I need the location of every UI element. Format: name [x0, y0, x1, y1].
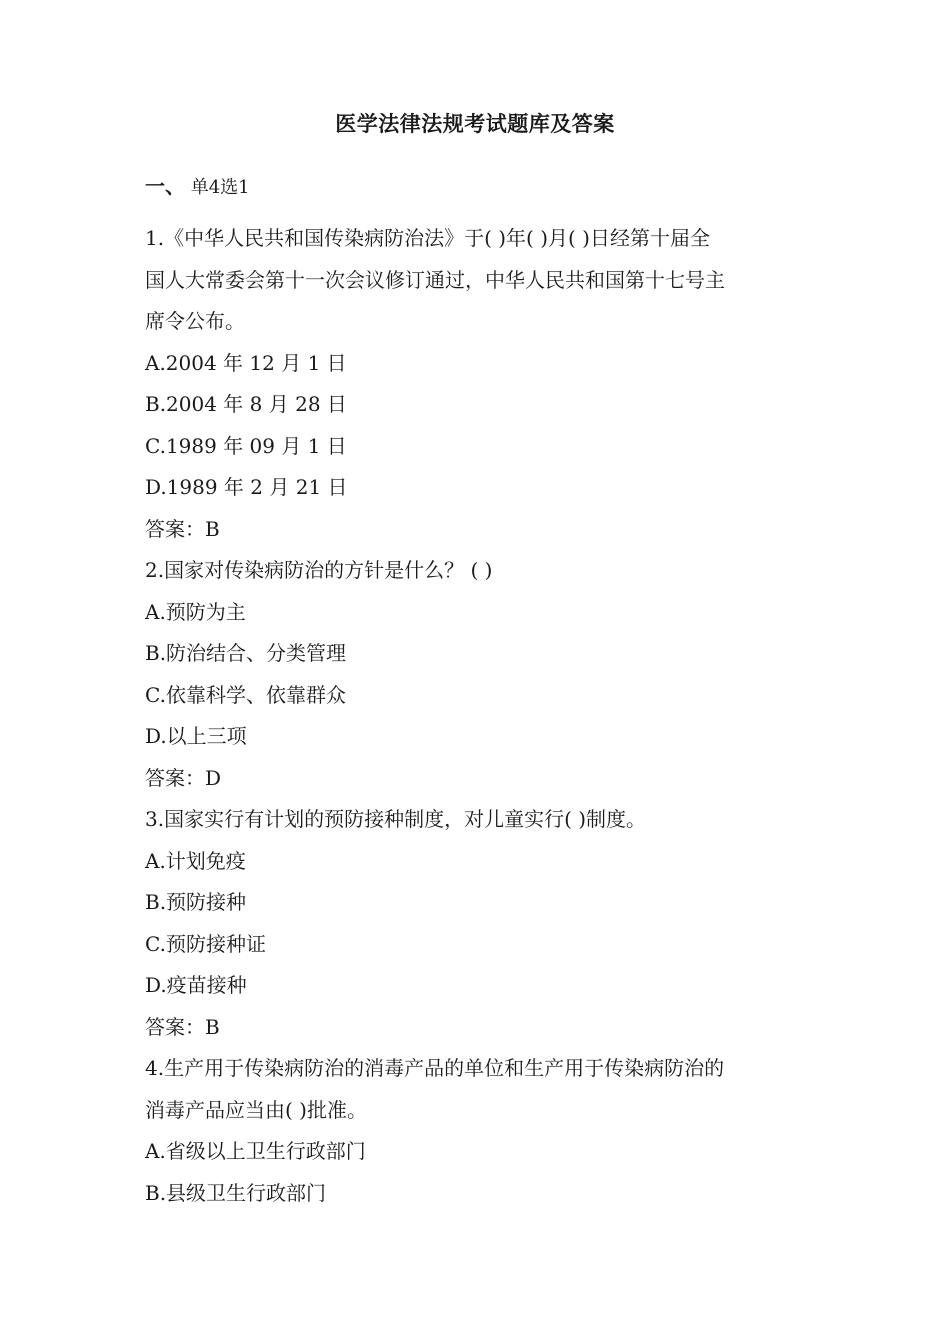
question-3-option-a: A.计划免疫 [145, 848, 246, 873]
question-2-option-a: A.预防为主 [145, 599, 246, 624]
question-2-answer: 答案：D [145, 765, 222, 790]
question-1-line-1: 1.《中华人民共和国传染病防治法》于( )年( )月( )日经第十届全 [145, 226, 710, 250]
question-1-line-3: 席令公布。 [145, 309, 245, 333]
question-4-line-1: 4.生产用于传染病防治的消毒产品的单位和生产用于传染病防治的 [145, 1056, 725, 1080]
section-heading [145, 170, 250, 204]
question-1 [145, 218, 805, 550]
question-2-line-1: 2.国家对传染病防治的方针是什么？ ( ) [145, 558, 493, 582]
question-1-line-2: 国人大常委会第十一次会议修订通过，中华人民共和国第十七号主 [145, 267, 725, 292]
question-4 [145, 1048, 805, 1214]
question-list [145, 218, 805, 1214]
question-3-line-1: 3.国家实行有计划的预防接种制度，对儿童实行( )制度。 [145, 807, 647, 831]
question-2-option-b: B.防治结合、分类管理 [145, 641, 347, 665]
section-label: 单4选1 [190, 177, 250, 198]
question-1-answer: 答案：B [145, 516, 220, 541]
question-3-option-b: B.预防接种 [145, 890, 247, 914]
question-3-option-c: C.预防接种证 [145, 931, 266, 956]
question-3-answer: 答案：B [145, 1014, 220, 1039]
question-3 [145, 799, 805, 1048]
section-number: 一、 [145, 174, 185, 198]
question-1-option-d: D.1989 年 2 月 21 日 [145, 475, 348, 499]
question-1-option-b: B.2004 年 8 月 28 日 [145, 392, 347, 416]
question-4-line-2: 消毒产品应当由( )批准。 [145, 1097, 367, 1122]
question-4-option-a: A.省级以上卫生行政部门 [145, 1139, 366, 1163]
question-2-option-d: D.以上三项 [145, 724, 247, 748]
question-2-option-c: C.依靠科学、依靠群众 [145, 682, 346, 707]
question-3-option-d: D.疫苗接种 [145, 973, 247, 997]
document-title: 医学法律法规考试题库及答案 [335, 111, 615, 136]
question-1-option-c: C.1989 年 09 月 1 日 [145, 433, 347, 458]
question-4-option-b: B.县级卫生行政部门 [145, 1180, 327, 1205]
question-1-option-a: A.2004 年 12 月 1 日 [145, 350, 347, 375]
question-2 [145, 550, 805, 799]
